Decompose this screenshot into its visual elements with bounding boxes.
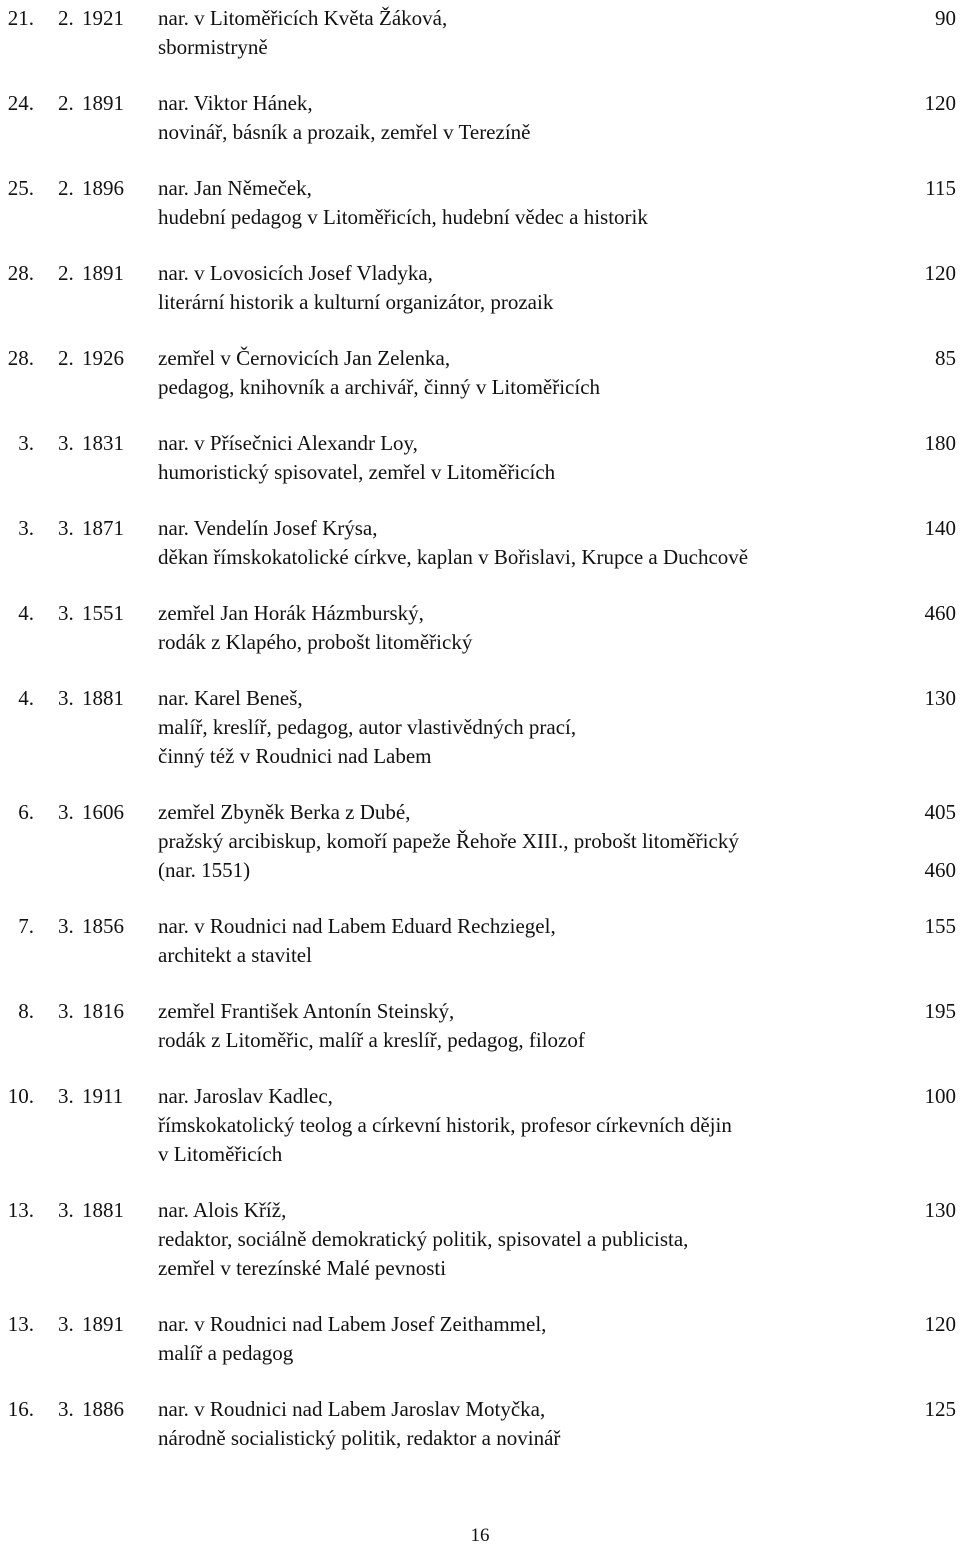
entry-heading: nar. Karel Beneš, (158, 686, 303, 710)
entry-anniversary-number: 180 (924, 431, 956, 455)
entry-line (0, 1196, 960, 1225)
entry-year: 1551 (82, 601, 124, 625)
entry-heading: nar. Vendelín Josef Krýsa, (158, 516, 378, 540)
entry-year: 1886 (82, 1397, 124, 1421)
entry-line (0, 798, 960, 827)
entry-month: 3. (58, 800, 74, 824)
entry-day: 28. (7, 346, 34, 370)
entry-description: architekt a stavitel (158, 943, 312, 967)
entry-description: rodák z Litoměřic, malíř a kreslíř, pedagog, filozof (158, 1028, 585, 1052)
entry-year: 1891 (82, 91, 124, 115)
entry-anniversary-number: 125 (924, 1397, 956, 1421)
entry-line (0, 33, 960, 62)
entry-line (0, 543, 960, 572)
entry-line (0, 344, 960, 373)
entry-month: 3. (58, 516, 74, 540)
entry-description: humoristický spisovatel, zemřel v Litoměřicích (158, 460, 556, 484)
entry-year: 1926 (82, 346, 124, 370)
entry-line (0, 599, 960, 628)
entry-year: 1896 (82, 176, 124, 200)
entry-month: 3. (58, 686, 74, 710)
entry-day: 13. (7, 1198, 34, 1222)
entry-description: literární historik a kulturní organizátor, prozaik (158, 290, 554, 314)
entry-month: 3. (58, 1397, 74, 1421)
entry-heading: nar. Jan Němeček, (158, 176, 312, 200)
entry-year: 1871 (82, 516, 124, 540)
entry-description: malíř, kreslíř, pedagog, autor vlastivědných prací, (158, 715, 577, 739)
entry-heading: nar. Viktor Hánek, (158, 91, 313, 115)
entry-day: 4. (18, 601, 34, 625)
entry-line (0, 713, 960, 742)
entry-anniversary-number: 195 (924, 999, 956, 1023)
entry-line (0, 203, 960, 232)
entry-line (0, 1140, 960, 1169)
entry-line (0, 1026, 960, 1055)
entry-month: 3. (58, 431, 74, 455)
entry-day: 10. (7, 1084, 34, 1108)
entry-year: 1606 (82, 800, 124, 824)
entry-line (0, 628, 960, 657)
entry-line (0, 89, 960, 118)
entry-line (0, 373, 960, 402)
entry-description: (nar. 1551) (158, 858, 251, 882)
entry-line (0, 1225, 960, 1254)
entry-anniversary-number: 120 (924, 261, 956, 285)
entry-year: 1856 (82, 914, 124, 938)
entry-description: v Litoměřicích (158, 1142, 283, 1166)
entry-line (0, 174, 960, 203)
entry-heading: nar. v Roudnici nad Labem Eduard Rechziegel, (158, 914, 556, 938)
entry-anniversary-number: 120 (924, 1312, 956, 1336)
entry-heading: zemřel v Černovicích Jan Zelenka, (158, 346, 451, 370)
entry-day: 24. (7, 91, 34, 115)
entry-description: děkan římskokatolické církve, kaplan v Bořislavi, Krupce a Duchcově (158, 545, 749, 569)
entry-line (0, 288, 960, 317)
entry-anniversary-number: 405 (924, 800, 956, 824)
entry-day: 8. (18, 999, 34, 1023)
entry-anniversary-number: 130 (924, 686, 956, 710)
entry-anniversary-number: 155 (924, 914, 956, 938)
entry-line (0, 1082, 960, 1111)
entry-line (0, 912, 960, 941)
entry-month: 3. (58, 914, 74, 938)
entry-year: 1881 (82, 686, 124, 710)
entry-line (0, 429, 960, 458)
entry-day: 6. (18, 800, 34, 824)
entry-heading: nar. Alois Kříž, (158, 1198, 287, 1222)
entry-month: 2. (58, 346, 74, 370)
entry-description: novinář, básník a prozaik, zemřel v Terezíně (158, 120, 531, 144)
entry-line (0, 1111, 960, 1140)
entry-line (0, 514, 960, 543)
entry-heading: zemřel Jan Horák Házmburský, (158, 601, 424, 625)
entry-day: 28. (7, 261, 34, 285)
entry-year: 1831 (82, 431, 124, 455)
entry-anniversary-number: 115 (925, 176, 956, 200)
entry-month: 3. (58, 1084, 74, 1108)
entry-anniversary-number: 85 (935, 346, 956, 370)
page-number: 16 (470, 1525, 490, 1546)
entry-description: národně socialistický politik, redaktor a novinář (158, 1426, 561, 1450)
entry-description: římskokatolický teolog a církevní historik, profesor církevních dějin (158, 1113, 732, 1137)
entry-heading: zemřel Zbyněk Berka z Dubé, (158, 800, 411, 824)
entry-line (0, 118, 960, 147)
entry-description: zemřel v terezínské Malé pevnosti (158, 1256, 447, 1280)
entry-heading: nar. v Lovosicích Josef Vladyka, (158, 261, 433, 285)
entry-heading: nar. v Přísečnici Alexandr Loy, (158, 431, 418, 455)
entry-description: sbormistryně (158, 35, 268, 59)
entry-day: 21. (7, 6, 34, 30)
entry-day: 7. (18, 914, 34, 938)
entry-month: 3. (58, 601, 74, 625)
entry-line (0, 1254, 960, 1283)
entry-anniversary-number: 120 (924, 91, 956, 115)
entry-day: 3. (18, 516, 34, 540)
entry-description: malíř a pedagog (158, 1341, 294, 1365)
entry-anniversary-number: 460 (924, 858, 956, 882)
entry-description: pražský arcibiskup, komoří papeže Řehoře XIII., probošt litoměřický (158, 829, 739, 853)
entry-month: 2. (58, 261, 74, 285)
entry-month: 3. (58, 1198, 74, 1222)
entry-day: 16. (7, 1397, 34, 1421)
entry-heading: nar. v Litoměřicích Květa Žáková, (158, 6, 448, 30)
entry-heading: nar. v Roudnici nad Labem Jaroslav Motyčka, (158, 1397, 546, 1421)
entry-line (0, 1395, 960, 1424)
entry-line (0, 856, 960, 885)
entry-line (0, 1424, 960, 1453)
entry-line (0, 997, 960, 1026)
entry-line (0, 259, 960, 288)
entry-description: rodák z Klapého, probošt litoměřický (158, 630, 473, 654)
entry-description: pedagog, knihovník a archivář, činný v Litoměřicích (158, 375, 601, 399)
entry-heading: nar. Jaroslav Kadlec, (158, 1084, 333, 1108)
entry-description: redaktor, sociálně demokratický politik, spisovatel a publicista, (158, 1227, 689, 1251)
entry-year: 1911 (82, 1084, 124, 1108)
entry-month: 2. (58, 91, 74, 115)
entry-month: 2. (58, 6, 74, 30)
entry-year: 1881 (82, 1198, 124, 1222)
entry-heading: zemřel František Antonín Steinský, (158, 999, 455, 1023)
entry-line (0, 1339, 960, 1368)
entry-description: hudební pedagog v Litoměřicích, hudební vědec a historik (158, 205, 648, 229)
entry-day: 3. (18, 431, 34, 455)
entry-line (0, 684, 960, 713)
entry-month: 2. (58, 176, 74, 200)
entry-month: 3. (58, 1312, 74, 1336)
entry-anniversary-number: 130 (924, 1198, 956, 1222)
entry-month: 3. (58, 999, 74, 1023)
entry-anniversary-number: 460 (924, 601, 956, 625)
entry-day: 4. (18, 686, 34, 710)
entry-anniversary-number: 140 (924, 516, 956, 540)
entry-day: 13. (7, 1312, 34, 1336)
entry-anniversary-number: 100 (924, 1084, 956, 1108)
entry-line (0, 941, 960, 970)
entry-line (0, 827, 960, 856)
entry-heading: nar. v Roudnici nad Labem Josef Zeithammel, (158, 1312, 547, 1336)
entry-day: 25. (7, 176, 34, 200)
entry-year: 1891 (82, 261, 124, 285)
entry-line (0, 458, 960, 487)
entry-line (0, 1310, 960, 1339)
entry-line (0, 4, 960, 33)
entry-year: 1816 (82, 999, 124, 1023)
entry-line (0, 742, 960, 771)
entry-year: 1891 (82, 1312, 124, 1336)
entry-year: 1921 (82, 6, 124, 30)
entry-anniversary-number: 90 (935, 6, 956, 30)
entry-description: činný též v Roudnici nad Labem (158, 744, 432, 768)
